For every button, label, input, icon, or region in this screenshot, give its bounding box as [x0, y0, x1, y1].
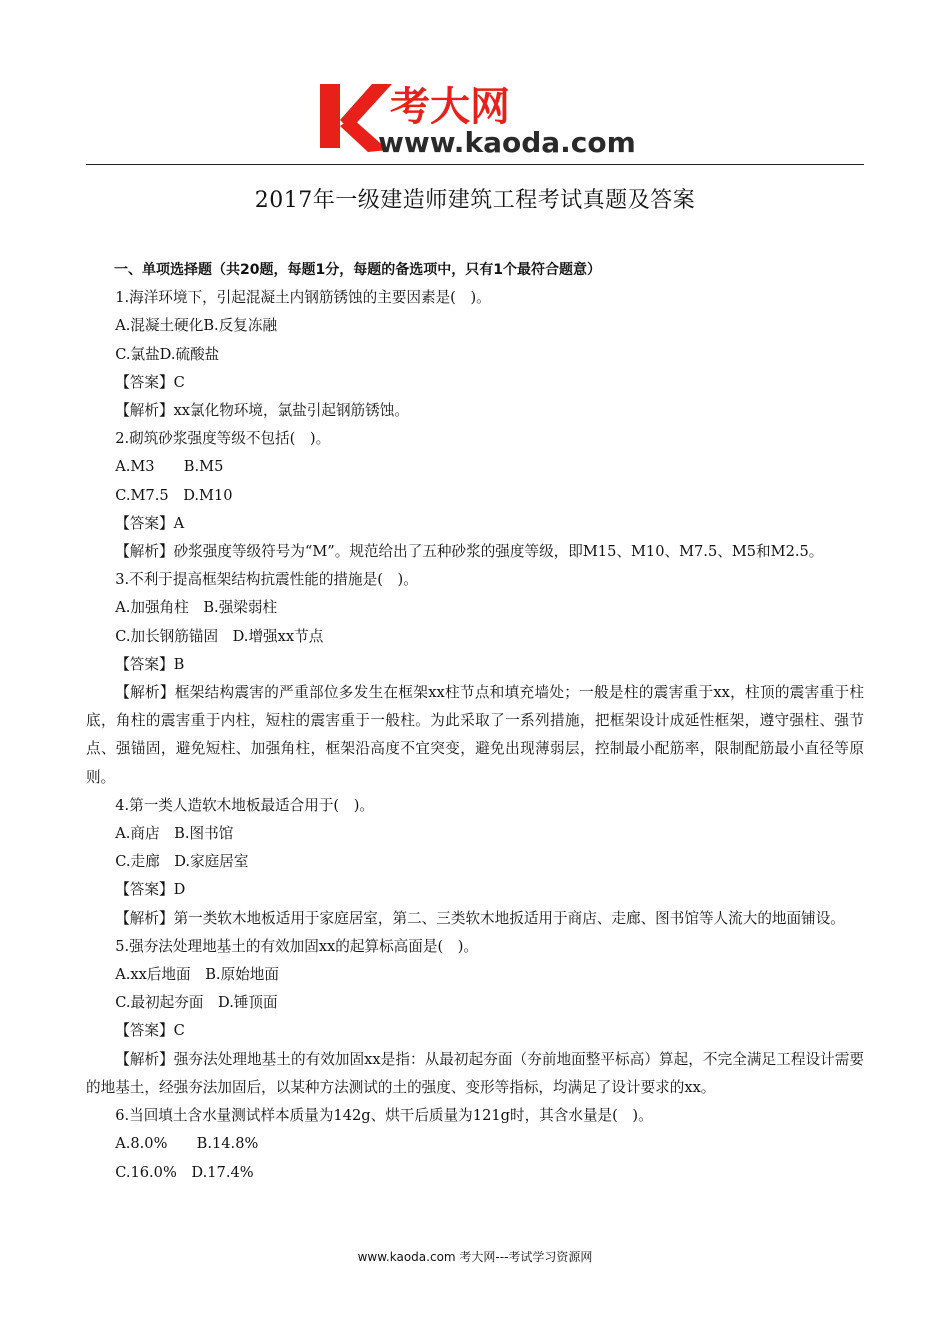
text-line: A.加强角柱 B.强梁弱柱	[115, 599, 278, 617]
text-line: A.商店 B.图书馆	[115, 825, 234, 843]
text-line: 【答案】C	[115, 373, 185, 391]
section-heading: 一、单项选择题（共20题，每题1分，每题的备选项中，只有1个最符合题意）	[114, 262, 601, 278]
text-line: C.氯盐D.硫酸盐	[115, 345, 220, 363]
text-line: C.加长钢筋锚固 D.增强xx节点	[115, 627, 324, 645]
text-line: 3.不利于提高框架结构抗震性能的措施是( )。	[115, 571, 418, 589]
text-line: C.M7.5 D.M10	[115, 486, 233, 504]
logo-chinese: 考大网	[390, 84, 510, 130]
text-line: C.走廊 D.家庭居室	[115, 853, 249, 871]
text-line: C.最初起夯面 D.锤顶面	[115, 994, 278, 1012]
text-line: A.8.0% B.14.8%	[115, 1135, 259, 1153]
text-line: 【解析】xx氯化物环境，氯盐引起钢筋锈蚀。	[115, 402, 409, 420]
text-line: 2.砌筑砂浆强度等级不包括( )。	[115, 430, 331, 448]
kaoda-logo	[318, 80, 638, 158]
document-title: 2017年一级建造师建筑工程考试真题及答案	[254, 188, 696, 213]
page-footer: www.kaoda.com 考大网---考试学习资源网	[357, 1250, 593, 1264]
text-line: 【解析】砂浆强度等级符号为“M”。规范给出了五种砂浆的强度等级，即M15、M10、M7.5、M5和M2.5。	[115, 543, 824, 561]
text-line: 【答案】B	[115, 655, 185, 673]
text-line: 【答案】A	[115, 514, 185, 532]
text-line: 【答案】C	[115, 1022, 185, 1040]
text-line: 【解析】框架结构震害的严重部位多发生在框架xx柱节点和填充墙处；一般是柱的震害重于xx，柱顶的震害重于柱底，角柱的震害重于内柱，短柱的震害重于一般柱。为此采取了一系列措施，把框架设计成延性框架，遵守强柱、强节点、强锚固，避免短柱、加强角柱，框架沿高度不宜突变，避免出现薄弱层，控制最小配筋率，限制配筋最小直径等原则。	[86, 684, 864, 786]
text-line: 【解析】强夯法处理地基土的有效加固xx是指：从最初起夯面（夯前地面整平标高）算起，不完全满足工程设计需要的地基土，经强夯法加固后，以某种方法测试的土的强度、变形等指标，均满足了设计要求的xx。	[86, 1050, 864, 1096]
text-line: 6.当回填土含水量测试样本质量为142g、烘干后质量为121g时，其含水量是( )。	[115, 1107, 653, 1125]
text-line: 4.第一类人造软木地板最适合用于( )。	[115, 796, 374, 814]
question-list	[86, 284, 864, 1187]
text-line: A.xx后地面 B.原始地面	[115, 966, 279, 984]
text-line: 【解析】第一类软木地板适用于家庭居室，第二、三类软木地扳适用于商店、走廊、图书馆等人流大的地面铺设。	[115, 909, 845, 927]
header-rule	[86, 164, 864, 165]
text-line: A.混凝土硬化B.反复冻融	[115, 317, 278, 335]
text-line: 【答案】D	[115, 881, 186, 899]
logo-k-stem	[320, 84, 340, 148]
logo-url: www.kaoda.com	[378, 126, 636, 158]
text-line: A.M3 B.M5	[115, 458, 224, 476]
text-line: 5.强夯法处理地基土的有效加固xx的起算标高面是( )。	[115, 937, 479, 955]
text-line: C.16.0% D.17.4%	[115, 1163, 254, 1181]
text-line: 1.海洋环境下，引起混凝土内钢筋锈蚀的主要因素是( )。	[115, 289, 491, 307]
document-body	[86, 256, 864, 1187]
